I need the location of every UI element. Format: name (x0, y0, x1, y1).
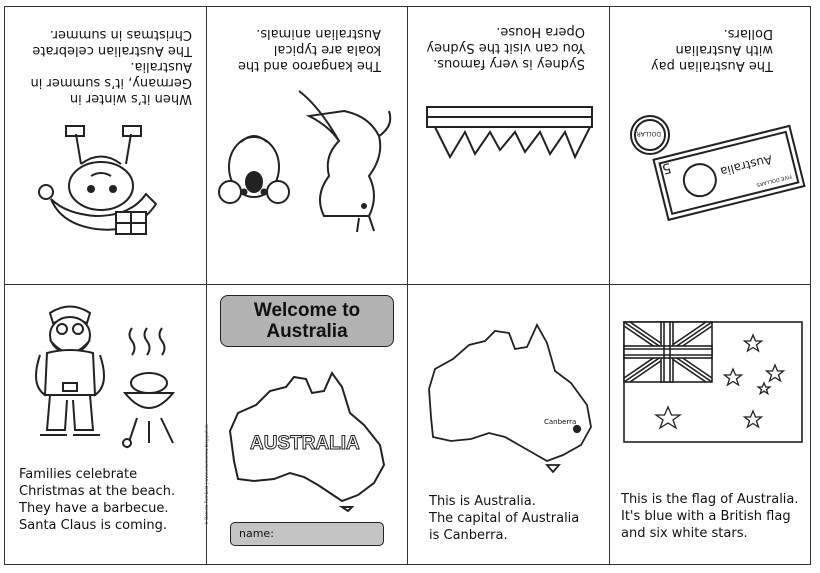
panel-animals (206, 7, 407, 284)
panel-money (609, 7, 811, 284)
banknote-header: FIVE DOLLARS (755, 172, 793, 188)
koala-icon (217, 127, 292, 212)
capital-city-label: Canberra (544, 418, 577, 426)
panel-text: Families celebrate Christmas at the beach. They have a barbecue. Santa Claus is coming. (19, 467, 176, 533)
copyright-note: © Daniela Rembold | www.edumorrow.blogspot.de (204, 423, 209, 525)
coin-word: DOLLAR (636, 130, 661, 137)
coin-icon (629, 114, 671, 156)
panel-text: The kangaroo and the koala are typical Australian animals. (237, 26, 381, 73)
name-field[interactable]: name: (230, 522, 384, 546)
santa-icon (25, 295, 115, 445)
barbecue-icon (117, 323, 187, 448)
opera-house-icon (425, 102, 595, 162)
australia-map-icon (224, 361, 392, 511)
panel-cover (206, 285, 407, 566)
australian-flag-icon (623, 321, 803, 443)
panel-christmas-summer (5, 7, 206, 284)
banknote-word: Australia (718, 152, 774, 179)
banknote-icon (653, 124, 803, 214)
panel-text: This is Australia. The capital of Australia is Canberra. (429, 494, 580, 543)
elf-santa-icon (26, 124, 176, 274)
kangaroo-icon (289, 86, 399, 236)
map-lettering: AUSTRALIA (250, 433, 360, 454)
cover-title: Welcome to Australia (220, 295, 394, 347)
panel-beach-christmas (5, 285, 206, 566)
panel-text: When it’s winter in Germany, it’s summer in Australia. The Australian celebrate Christmas in summer. (30, 27, 192, 106)
panel-text: Sydney is very famous. You can visit the Sydney Opera House. (426, 24, 585, 71)
banknote-value: 5 (660, 159, 673, 177)
panel-capital (407, 285, 609, 566)
panel-text: This is the flag of Australia. It's blue with a British flag and six white stars. (621, 492, 799, 541)
australia-map-icon (423, 313, 599, 473)
panel-flag (609, 285, 811, 566)
mini-book-sheet (4, 6, 811, 565)
panel-sydney (407, 7, 609, 284)
panel-text: The Australian pay with Australian Dollars. (650, 26, 773, 73)
